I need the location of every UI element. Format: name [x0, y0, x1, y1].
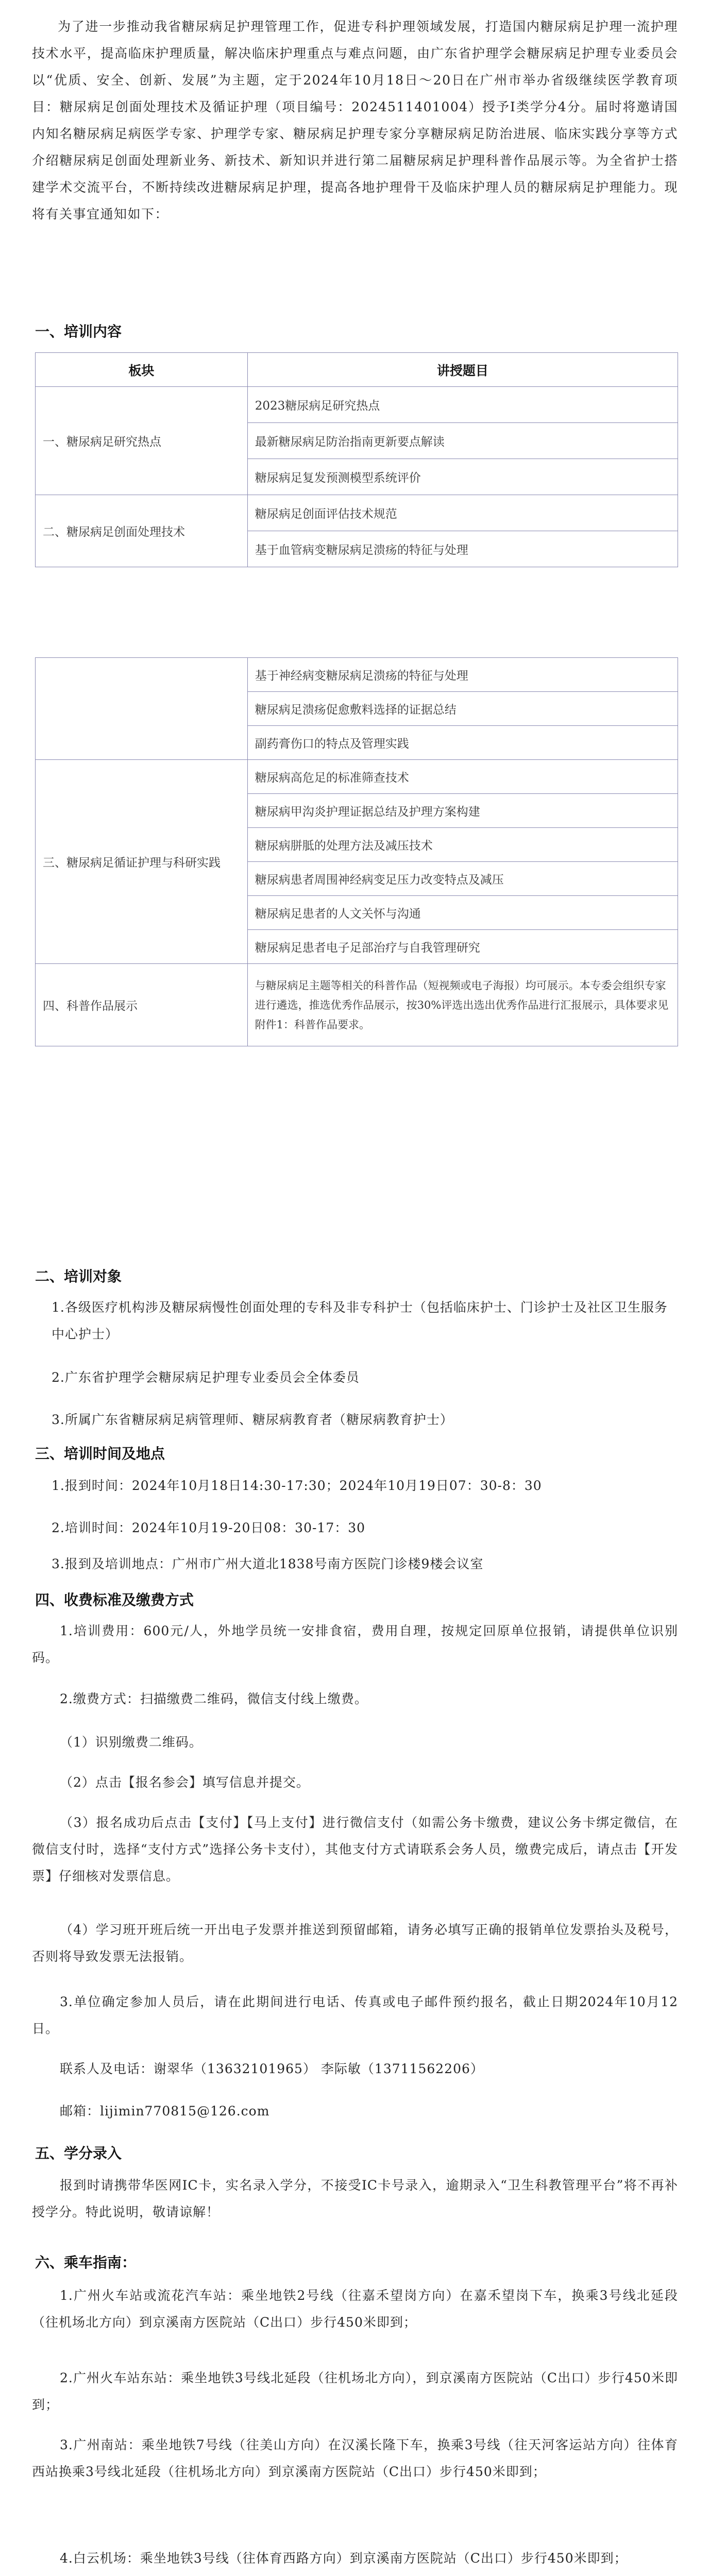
table-header-block: 板块 — [36, 353, 248, 387]
audience-item: 2.广东省护理学会糖尿病足护理专业委员会全体委员 — [52, 1370, 360, 1385]
time-item: 2.培训时间：2024年10月19-20日08：30-17：30 — [52, 1520, 366, 1535]
table-header-topic: 讲授题目 — [247, 353, 678, 387]
table-topic: 副药膏伤口的特点及管理实践 — [247, 726, 678, 760]
fee-paragraph: （2）点击【报名参会】填写信息并提交。 — [60, 1775, 310, 1790]
transport-item: 3.广州南站：乘坐地铁7号线（往美山方向）在汉溪长隆下车，换乘3号线（往天河客运站方向）往体育西站换乘3号线北延段（往机场北方向）到京溪南方医院站（C出口）步行450米即到； — [32, 2437, 678, 2479]
credits-text: 报到时请携带华医网IC卡，实名录入学分，不接受IC卡号录入，逾期录入“卫生科教管理平台”将不再补授学分。特此说明，敬请谅解！ — [32, 2178, 678, 2219]
transport-item: 1.广州火车站或流花汽车站：乘坐地铁2号线（往嘉禾望岗方向）在嘉禾望岗下车，换乘3号线北延段（往机场北方向）到京溪南方医院站（C出口）步行450米即到； — [32, 2288, 678, 2330]
section-title-time: 三、培训时间及地点 — [35, 1445, 165, 1462]
fee-paragraph: （1）识别缴费二维码。 — [60, 1735, 202, 1750]
time-item: 1.报到时间：2024年10月18日14:30-17:30；2024年10月19日07：30-8：30 — [52, 1478, 542, 1493]
table-topic: 糖尿病足创面评估技术规范 — [247, 495, 678, 531]
table-group-label: 一、糖尿病足研究热点 — [36, 387, 248, 495]
fee-paragraph: 3.单位确定参加人员后，请在此期间进行电话、传真或电子邮件预约报名，截止日期2024年10月12日。 — [32, 1994, 678, 2036]
transport-item: 4.白云机场：乘坐地铁3号线（往体育西路方向）到京溪南方医院站（C出口）步行450米即到； — [60, 2551, 628, 2566]
training-content-table-continued — [35, 657, 678, 1046]
table-topic: 基于神经病变糖尿病足溃疡的特征与处理 — [247, 658, 678, 692]
fee-paragraph: 1.培训费用：600元/人，外地学员统一安排食宿，费用自理，按规定回原单位报销，请提供单位识别码。 — [32, 1623, 678, 1665]
table-topic: 糖尿病足复发预测模型系统评价 — [247, 459, 678, 495]
fee-paragraph: 2.缴费方式：扫描缴费二维码，微信支付线上缴费。 — [60, 1691, 368, 1706]
table-topic: 糖尿病患者周围神经病变足压力改变特点及减压 — [247, 862, 678, 896]
section-title-credits: 五、学分录入 — [35, 2145, 122, 2162]
intro-text: 为了进一步推动我省糖尿病足护理管理工作，促进专科护理领域发展，打造国内糖尿病足护理一流护理技术水平，提高临床护理质量，解决临床护理重点与难点问题，由广东省护理学会糖尿病足护理专业委员会以“优质、安全、创新、发展”为主题，定于2024年10月18日～20日在广州市举办省级继续医学教育项目：糖尿病足创面处理技术及循证护理（项目编号：2024511401004）授予I类学分4分。届时将邀请国内知名糖尿病足病医学专家、护理学专家、糖尿病足护理专家分享糖尿病足防治进展、临床实践分享等方式介绍糖尿病足创面处理新业务、新技术、新知识并进行第二届糖尿病足护理科普作品展示等。为全省护士搭建学术交流平台，不断持续改进糖尿病足护理，提高各地护理骨干及临床护理人员的糖尿病足护理能力。现将有关事宜通知如下： — [32, 19, 678, 222]
table-topic: 糖尿病足患者电子足部治疗与自我管理研究 — [247, 930, 678, 964]
section-title-transport: 六、乘车指南： — [35, 2254, 137, 2271]
transport-item: 2.广州火车站东站：乘坐地铁3号线北延段（往机场北方向），到京溪南方医院站（C出口）步行450米即到； — [32, 2370, 678, 2412]
section-title-fee: 四、收费标准及缴费方式 — [35, 1591, 194, 1608]
audience-item: 1.各级医疗机构涉及糖尿病慢性创面处理的专科及非专科护士（包括临床护士、门诊护士及社区卫生服务中心护士） — [52, 1300, 668, 1342]
intro-paragraph — [32, 13, 678, 228]
table-topic: 糖尿病足患者的人文关怀与沟通 — [247, 896, 678, 930]
fee-paragraph: （4）学习班开班后统一开出电子发票并推送到预留邮箱，请务必填写正确的报销单位发票抬头及税号，否则将导致发票无法报销。 — [32, 1922, 678, 1964]
contact-email[interactable]: 邮箱：lijimin770815@126.com — [60, 2104, 270, 2119]
table-topic-description: 与糖尿病足主题等相关的科普作品（短视频或电子海报）均可展示。本专委会组织专家进行遴选，推选优秀作品展示，按30%评选出选出优秀作品进行汇报展示，具体要求见附件1：科普作品要求。 — [247, 964, 678, 1046]
training-content-table — [35, 352, 678, 567]
table-topic: 基于血管病变糖尿病足溃疡的特征与处理 — [247, 531, 678, 567]
table-group-label-cont — [36, 658, 248, 760]
table-topic: 2023糖尿病足研究热点 — [247, 387, 678, 423]
section-title-content: 一、培训内容 — [35, 323, 122, 340]
time-item: 3.报到及培训地点：广州市广州大道北1838号南方医院门诊楼9楼会议室 — [52, 1556, 484, 1571]
table-topic: 最新糖尿病足防治指南更新要点解读 — [247, 423, 678, 459]
section-title-audience: 二、培训对象 — [35, 1268, 122, 1285]
audience-item: 3.所属广东省糖尿病足病管理师、糖尿病教育者（糖尿病教育护士） — [52, 1412, 453, 1427]
contact-info: 联系人及电话：谢翠华（13632101965） 李际敏（13711562206） — [60, 2061, 484, 2076]
table-group-label: 四、科普作品展示 — [36, 964, 248, 1046]
table-topic: 糖尿病胼胝的处理方法及减压技术 — [247, 828, 678, 862]
table-topic: 糖尿病足溃疡促愈敷料选择的证据总结 — [247, 692, 678, 726]
table-group-label: 二、糖尿病足创面处理技术 — [36, 495, 248, 567]
table-topic: 糖尿病高危足的标准筛查技术 — [247, 760, 678, 794]
table-group-label: 三、糖尿病足循证护理与科研实践 — [36, 760, 248, 964]
table-topic: 糖尿病甲沟炎护理证据总结及护理方案构建 — [247, 794, 678, 828]
fee-paragraph: （3）报名成功后点击【支付】【马上支付】进行微信支付（如需公务卡缴费，建议公务卡绑定微信，在微信支付时，选择“支付方式”选择公务卡支付），其他支付方式请联系会务人员，缴费完成后，请点击【开发票】仔细核对发票信息。 — [32, 1815, 678, 1884]
